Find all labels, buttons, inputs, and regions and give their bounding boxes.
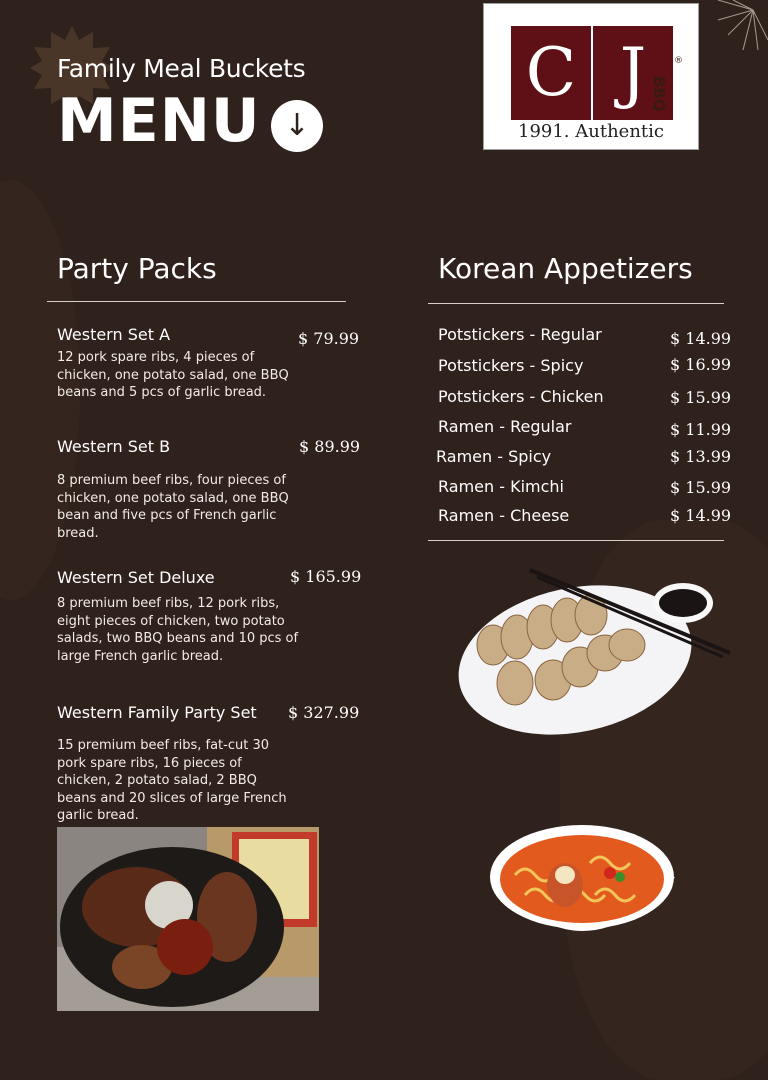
menu-title: MENU [57, 86, 261, 156]
cj-bbq-logo [483, 3, 699, 150]
party-pack-description: 8 premium beef ribs, four pieces of chicken, one potato salad, one BBQ bean and five pcs of French garlic bread. [57, 473, 289, 541]
korean-appetizers-heading: Korean Appetizers [438, 252, 693, 285]
party-packs-heading: Party Packs [57, 252, 217, 285]
party-pack-name: Western Set B [57, 437, 171, 456]
party-packs-divider [47, 301, 346, 302]
appetizer-name: Potstickers - Spicy [438, 356, 584, 375]
bbq-platter-photo [57, 827, 319, 1011]
appetizer-name: Ramen - Cheese [438, 506, 570, 525]
down-arrow-button[interactable]: ↓ [271, 100, 323, 152]
party-pack-price: $ 79.99 [298, 329, 360, 348]
appetizer-name: Ramen - Spicy [436, 447, 552, 466]
appetizer-price: $ 15.99 [670, 478, 732, 497]
logo-registered-mark: ® [674, 56, 683, 66]
appetizer-price: $ 14.99 [670, 329, 732, 348]
party-pack-price: $ 165.99 [290, 567, 362, 586]
menu-subtitle: Family Meal Buckets [57, 54, 306, 83]
party-pack-description: 12 pork spare ribs, 4 pieces of chicken, one potato salad, one BBQ beans and 5 pcs of garlic bread. [57, 350, 289, 400]
appetizer-price: $ 15.99 [670, 388, 732, 407]
logo-bbq: BBQ [650, 76, 668, 112]
party-pack-name: Western Family Party Set [57, 703, 257, 722]
appetizer-name: Potstickers - Chicken [438, 387, 604, 406]
potstickers-plate-photo [455, 565, 735, 735]
appetizer-price: $ 13.99 [670, 447, 732, 466]
party-pack-price: $ 89.99 [299, 437, 361, 456]
appetizers-divider-top [428, 303, 724, 304]
appetizer-name: Potstickers - Regular [438, 325, 602, 344]
party-pack-description: 8 premium beef ribs, 12 pork ribs, eight pieces of chicken, two potato salads, two BBQ beans and 10 pcs of large French garlic bread. [57, 596, 299, 664]
decorative-rays [688, 0, 768, 60]
party-pack-price: $ 327.99 [288, 703, 360, 722]
appetizer-price: $ 16.99 [670, 355, 732, 374]
party-pack-name: Western Set A [57, 325, 171, 344]
party-pack-name: Western Set Deluxe [57, 568, 215, 587]
appetizer-name: Ramen - Regular [438, 417, 572, 436]
appetizer-price: $ 11.99 [670, 420, 732, 439]
appetizers-divider-bottom [428, 540, 724, 541]
appetizer-name: Ramen - Kimchi [438, 477, 564, 496]
logo-tagline: 1991. Authentic [518, 121, 664, 142]
logo-letter-j: J [593, 26, 673, 120]
logo-letter-c: C [511, 26, 591, 120]
appetizer-price: $ 14.99 [670, 506, 732, 525]
ramen-bowl-photo [485, 815, 680, 960]
party-pack-description: 15 premium beef ribs, fat-cut 30 pork spare ribs, 16 pieces of chicken, 2 potato salad, 2 BBQ beans and 20 slices of large French garlic bread. [57, 738, 287, 823]
